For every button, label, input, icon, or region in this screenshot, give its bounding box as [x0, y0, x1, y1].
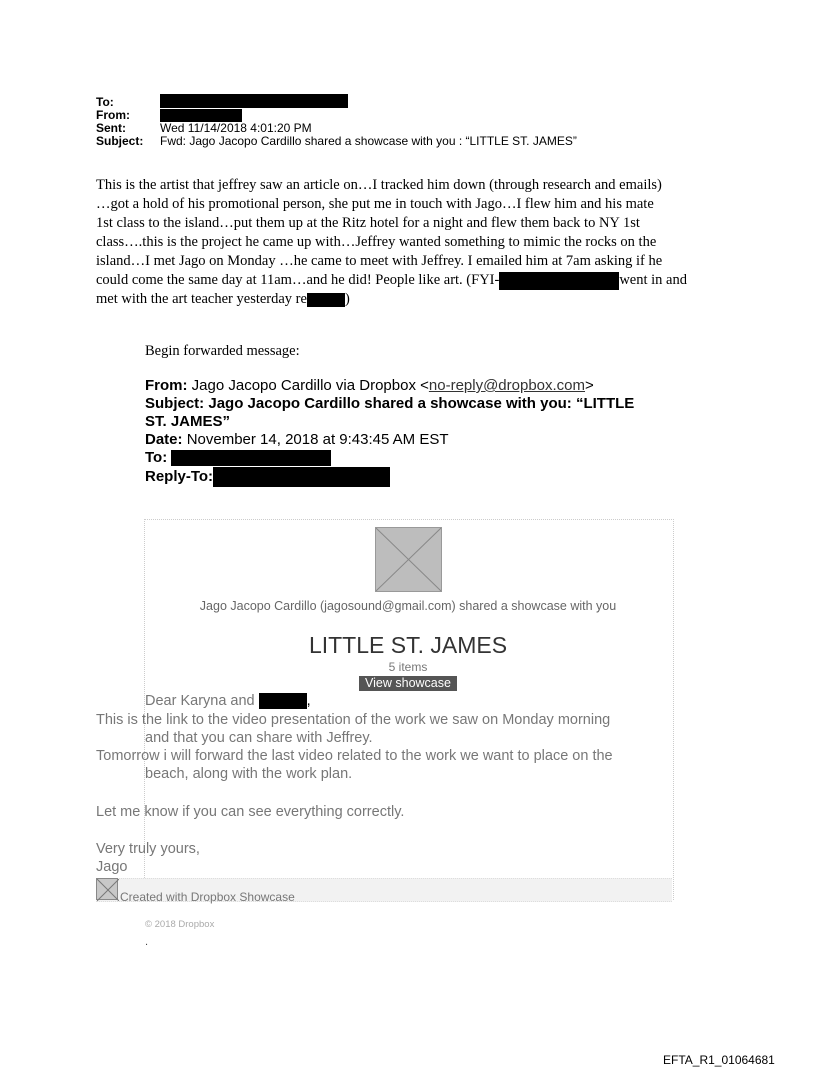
- fwd-from-value: Jago Jacopo Cardillo via Dropbox <: [191, 377, 429, 394]
- items-count: 5 items: [388, 660, 428, 674]
- subject-value: Fwd: Jago Jacopo Cardillo shared a showcase with you : “LITTLE ST. JAMES”: [160, 134, 577, 148]
- to-row: [96, 96, 577, 109]
- fwd-from-close: >: [585, 377, 594, 394]
- fwd-to-row: [145, 449, 685, 467]
- fwd-date-row: [145, 431, 685, 449]
- subject-row: [96, 135, 577, 148]
- body-line-2: …got a hold of his promotional person, she put me in touch with Jago…I flew him and his mate: [96, 196, 654, 212]
- closing-1: Very truly yours,: [96, 841, 200, 857]
- message-paragraph-1: [96, 711, 610, 747]
- sent-label: Sent:: [96, 121, 126, 135]
- trailing-dot: .: [145, 936, 149, 948]
- shared-by-line: Jago Jacopo Cardillo (jagosound@gmail.com) shared a showcase with you: [199, 599, 617, 613]
- to-label: To:: [96, 95, 114, 109]
- fwd-replyto-label: Reply-To:: [145, 467, 214, 485]
- body-line-7-after: ): [344, 291, 350, 307]
- copyright: © 2018 Dropbox: [145, 919, 215, 930]
- email-body: [96, 176, 736, 309]
- greeting-comma: ,: [306, 693, 311, 709]
- body-line-1: This is the artist that jeffrey saw an article on…I tracked him down (through research and emails): [96, 177, 662, 193]
- fwd-subject-row: [145, 395, 685, 413]
- forward-intro: Begin forwarded message:: [145, 343, 300, 359]
- redaction-greeting: [259, 693, 307, 709]
- p2-line-1: Tomorrow i will forward the last video related to the work we want to place on the: [96, 748, 613, 764]
- showcase-title: LITTLE ST. JAMES: [308, 632, 508, 658]
- greeting-text: Dear Karyna and: [145, 693, 255, 709]
- message-paragraph-3: Let me know if you can see everything correctly.: [96, 804, 405, 820]
- subject-label: Subject:: [96, 134, 144, 148]
- body-line-7-text: met with the art teacher yesterday re: [96, 291, 307, 307]
- forwarded-header: [145, 377, 685, 487]
- body-line-6: [96, 271, 736, 290]
- redaction-re: [307, 293, 345, 307]
- view-showcase-button[interactable]: View showcase: [359, 676, 457, 691]
- redaction-to: [160, 94, 348, 108]
- p2-line-2: beach, along with the work plan.: [145, 766, 353, 782]
- sent-value: Wed 11/14/2018 4:01:20 PM: [160, 121, 312, 135]
- fwd-date-label: Date:: [145, 431, 183, 448]
- redaction-fwd-to: [171, 450, 331, 466]
- fwd-subject-line1: Jago Jacopo Cardillo shared a showcase with you: “LITTLE: [208, 395, 635, 412]
- greeting-row: [145, 692, 311, 710]
- body-line-5: island…I met Jago on Monday …he came to meet with Jeffrey. I emailed him at 7am asking if he: [96, 253, 663, 269]
- document-id: EFTA_R1_01064681: [663, 1053, 775, 1067]
- redaction-fyi: [499, 272, 619, 290]
- p1-line-2: and that you can share with Jeffrey.: [145, 730, 373, 746]
- email-header: [96, 96, 577, 148]
- fwd-replyto-row: [145, 467, 685, 487]
- message-paragraph-2: [96, 747, 613, 783]
- body-line-6-after: went in and: [619, 272, 687, 288]
- dropbox-logo-icon: [96, 878, 118, 900]
- fwd-from-email-link[interactable]: no-reply@dropbox.com: [428, 377, 586, 394]
- redaction-replyto: [213, 467, 390, 487]
- fwd-subject-line2: ST. JAMES”: [145, 413, 231, 430]
- broken-image-icon: [375, 527, 442, 592]
- body-line-3: 1st class to the island…put them up at the Ritz hotel for a night and flew them back to NY 1st: [96, 215, 640, 231]
- closing-2: Jago: [96, 859, 128, 875]
- body-line-6-text: could come the same day at 11am…and he did! People like art. (FYI-: [96, 272, 500, 288]
- body-line-4: class….this is the project he came up with…Jeffrey wanted something to mimic the rocks on the: [96, 234, 657, 250]
- fwd-subject-row2: [145, 413, 685, 431]
- created-with-showcase[interactable]: Created with Dropbox Showcase: [120, 890, 295, 904]
- from-label: From:: [96, 108, 130, 122]
- fwd-from-row: [145, 377, 685, 395]
- p1-line-1: This is the link to the video presentation of the work we saw on Monday morning: [96, 712, 611, 728]
- fwd-from-label: From:: [145, 377, 188, 394]
- fwd-subject-label: Subject:: [145, 395, 205, 412]
- fwd-date-value: November 14, 2018 at 9:43:45 AM EST: [186, 431, 449, 448]
- body-line-7: [96, 290, 736, 309]
- fwd-to-label: To:: [145, 449, 168, 466]
